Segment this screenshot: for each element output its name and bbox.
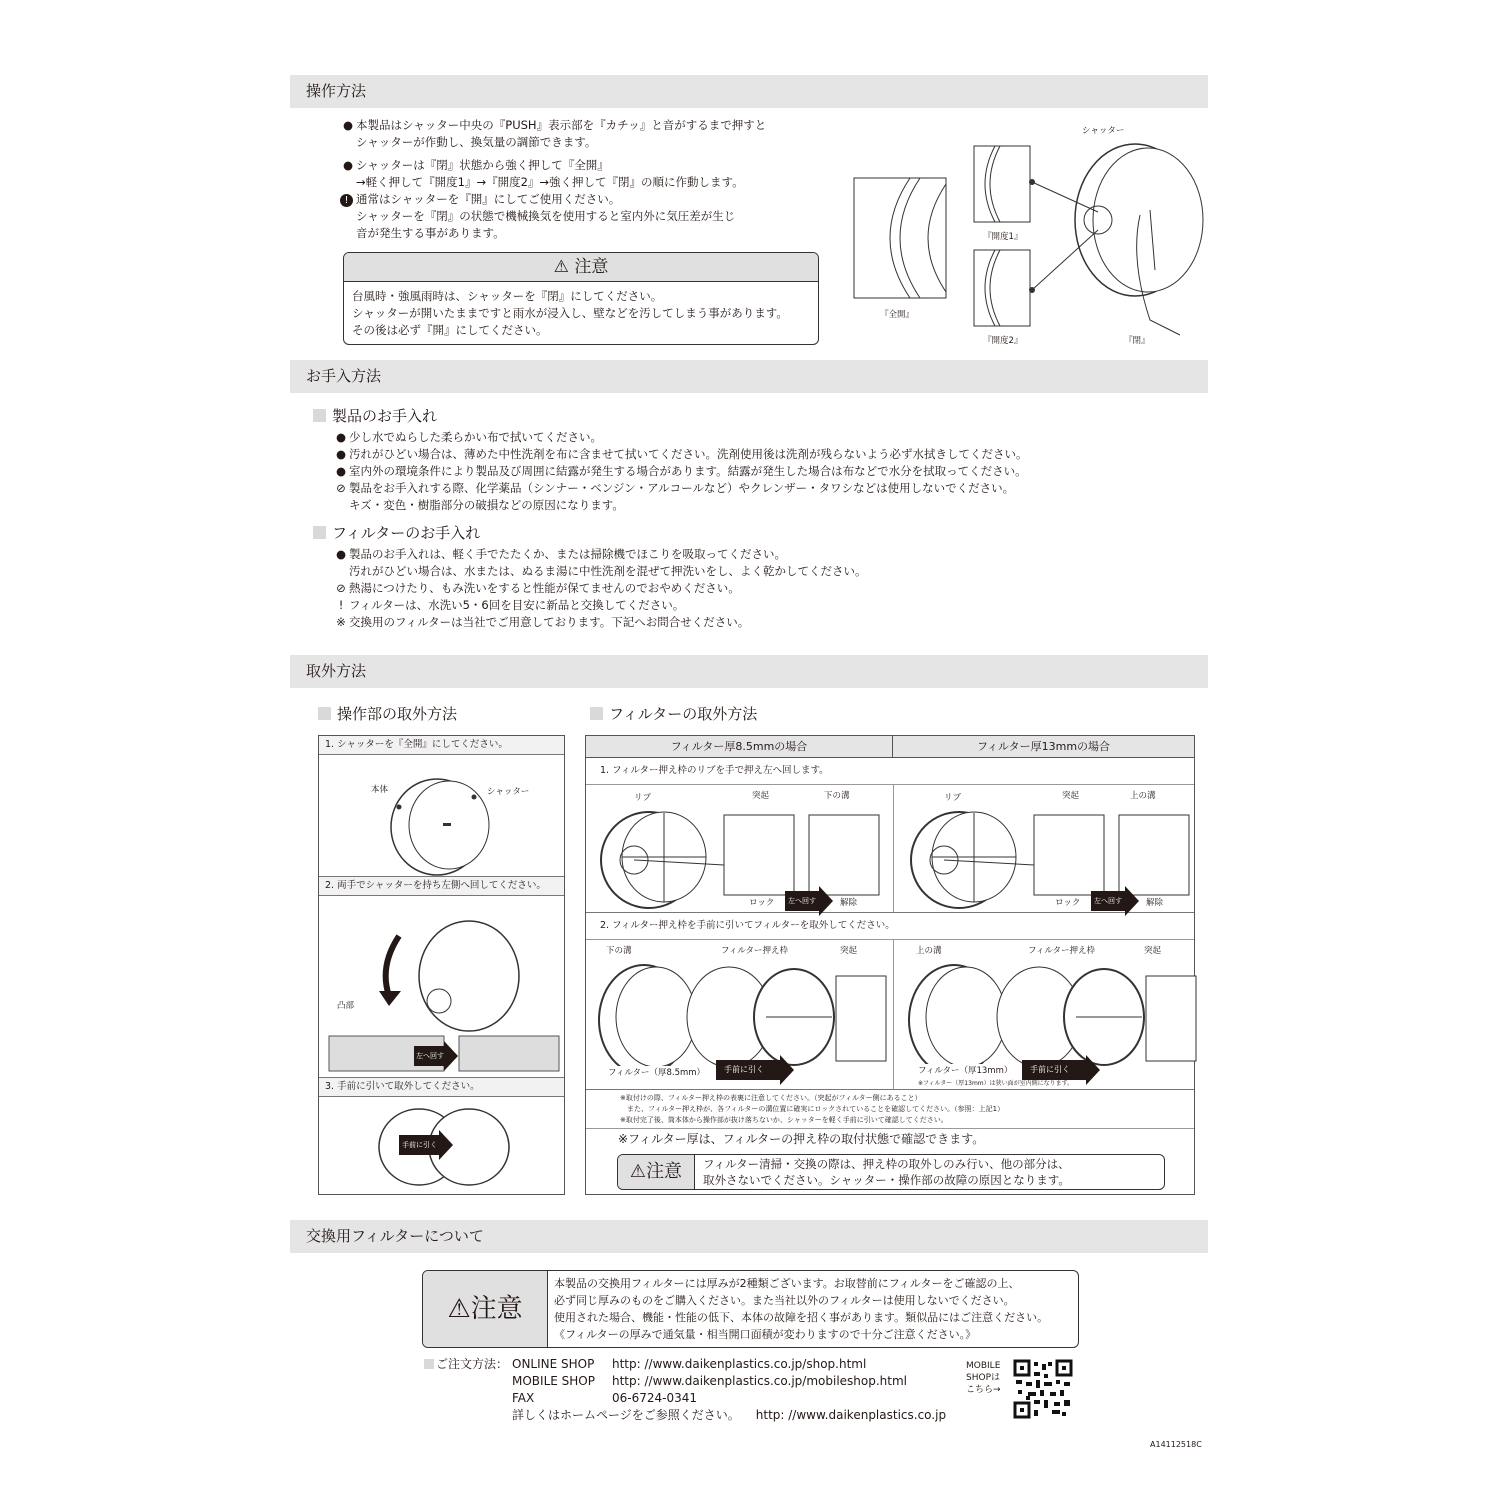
label-lock: ロック <box>749 898 775 908</box>
home-link[interactable]: http: //www.daikenplastics.co.jp <box>755 1408 947 1422</box>
text: MOBILE <box>966 1361 1001 1371</box>
text: その後は必ず『開』にしてください。 <box>352 323 548 337</box>
text: 交換用のフィルターは当社でご用意しております。下記へお問合せください。 <box>349 615 750 629</box>
text: 通常はシャッターを『開』にしてご使用ください。 <box>356 192 621 206</box>
note: ※取付けの際、フィルター押え枠の表裏に注意してください。（突起がフィルター側にあること） <box>620 1094 922 1102</box>
label-upper-groove: 上の溝 <box>1130 791 1156 801</box>
label-upper-groove: 上の溝 <box>916 946 942 956</box>
text: こちら→ <box>966 1385 1001 1395</box>
label-filter-frame: フィルター押え枠 <box>721 946 788 956</box>
bullet-icon: ● <box>342 118 354 132</box>
prohibited-icon: ⊘ <box>336 581 346 595</box>
label-bump: 凸部 <box>337 1001 355 1011</box>
thickness-note: ※フィルター厚は、フィルターの押え枠の取付状態で確認できます。 <box>618 1132 985 1146</box>
section-header-care: お手入方法 <box>290 360 1208 393</box>
text: フィルターは、水洗い5・6回を目安に新品と交換してください。 <box>349 598 685 612</box>
pull-arrow: 手前に引く <box>399 1135 439 1155</box>
text: 製品をお手入れする際、化学薬品（シンナー・ベンジン・アルコールなど）やクレンザー・タワシなどは使用しないでください。 <box>349 481 1015 495</box>
label-closed: 『閉』 <box>1124 336 1150 346</box>
step-3: 3. 手前に引いて取外してください。 <box>319 1078 564 1097</box>
warning-icon: ! <box>340 194 353 207</box>
text: 本製品の交換用フィルターには厚みが2種類ございます。お取替前にフィルターをご確認の上、 <box>554 1277 1020 1290</box>
note: また、フィルター押え枠が、各フィルターの溝位置に確実にロックされていることを確認してください。（参照：上記1） <box>620 1105 1005 1113</box>
section-header-replacement: 交換用フィルターについて <box>290 1220 1208 1253</box>
label-protrusion: 突起 <box>1144 946 1162 956</box>
order-method: FAX <box>512 1391 535 1405</box>
warning-triangle-icon: ⚠ <box>553 257 569 277</box>
qr-caption <box>966 1360 1001 1396</box>
text: フィルター清掃・交換の際は、押え枠の取外しのみ行い、他の部分は、 <box>703 1157 1070 1171</box>
text: →軽く押して『開度1』→『開度2』→強く押して『閉』の順に作動します。 <box>356 175 744 189</box>
qr-code-icon[interactable] <box>1014 1360 1072 1418</box>
filter-step-1: 1. フィルター押え枠のリブを手で押え左へ回します。 <box>586 758 1194 785</box>
subheading: 製品のお手入れ <box>332 407 438 425</box>
caution-title: 注意 <box>470 1294 523 1324</box>
text: 室内外の環境条件により製品及び周囲に結露が発生する場合があります。結露が発生した場合は布などで水分を拭取ってください。 <box>349 464 1027 478</box>
text: 音が発生する事があります。 <box>356 226 505 240</box>
caution-box-replacement <box>422 1270 1079 1348</box>
text: キズ・変色・樹脂部分の破損などの原因になります。 <box>349 498 624 512</box>
pull-arrow: 手前に引く <box>1022 1060 1086 1080</box>
label-shutter: シャッター <box>487 787 530 797</box>
note: ※取付完了後、筒本体から操作部が抜け落ちないか、シャッターを軽く手前に引いて確認してください。 <box>620 1116 948 1124</box>
bullet-icon: ● <box>335 547 347 561</box>
operation-instructions <box>340 117 766 242</box>
label-full-open: 『全開』 <box>880 310 915 320</box>
step-2: 2. 両手でシャッターを持ち左側へ回してください。 <box>319 877 564 896</box>
text: 取外さないでください。シャッター・操作部の故障の原因となります。 <box>703 1173 1070 1187</box>
text: 操作部の取外方法 <box>337 705 458 723</box>
caution-box-filter <box>617 1154 1165 1190</box>
prohibited-icon: ⊘ <box>336 481 346 495</box>
text: 熱湯につけたり、もみ洗いをすると性能が保てませんのでおやめください。 <box>349 581 740 595</box>
document-code: A14112518C <box>1150 1440 1202 1449</box>
label-filter-13mm: フィルター（厚13mm） <box>918 1066 1013 1076</box>
label-shutter: シャッター <box>1082 126 1125 136</box>
label-filter-frame: フィルター押え枠 <box>1028 946 1095 956</box>
caution-title: 注意 <box>646 1161 683 1182</box>
text: シャッターが開いたままですと雨水が浸入し、壁などを汚してしまう事があります。 <box>352 306 788 320</box>
label-lower-groove: 下の溝 <box>606 946 632 956</box>
text: シャッターが作動し、換気量の調節できます。 <box>356 135 597 149</box>
order-info <box>424 1356 946 1424</box>
note-icon: ※ <box>336 615 346 629</box>
caution-title: 注意 <box>574 257 609 277</box>
text: フィルターの取外方法 <box>609 705 758 723</box>
label-rib: リブ <box>944 793 962 803</box>
label-protrusion: 突起 <box>840 946 858 956</box>
label-body: 本体 <box>371 785 389 795</box>
column-header-8-5mm: フィルター厚8.5mmの場合 <box>586 736 893 757</box>
bullet-icon: ● <box>335 447 347 461</box>
caution-box-typhoon <box>343 252 819 345</box>
section-header-operation: 操作方法 <box>290 75 1208 108</box>
fax-number: 06-6724-0341 <box>612 1391 698 1405</box>
text: シャッターは『閉』状態から強く押して『全開』 <box>356 158 609 172</box>
warning-triangle-icon: ⚠ <box>447 1294 471 1324</box>
note-13mm: ※フィルター（厚13mm）は狭い面が室内側になります。 <box>918 1080 1074 1087</box>
bullet-icon: ● <box>335 464 347 478</box>
label-release: 解除 <box>840 898 858 908</box>
label-release: 解除 <box>1146 898 1164 908</box>
mobile-shop-link[interactable]: http: //www.daikenplastics.co.jp/mobileshop.html <box>612 1374 908 1388</box>
pull-arrow: 手前に引く <box>716 1060 780 1080</box>
warning-triangle-icon: ⚠ <box>629 1161 647 1182</box>
text: シャッターを『閉』の状態で機械換気を使用すると室内外に気圧差が生じ <box>356 209 736 223</box>
label-lower-groove: 下の溝 <box>824 791 850 801</box>
label-lock: ロック <box>1055 898 1081 908</box>
label-rib: リブ <box>634 793 652 803</box>
warning-icon: ! <box>338 598 344 612</box>
filter-removal-panel <box>585 735 1195 1195</box>
turn-left-arrow: 左へ回す <box>1091 891 1125 911</box>
order-label: ご注文方法： <box>436 1357 509 1371</box>
text: 必ず同じ厚みのものをご購入ください。また当社以外のフィルターは使用しないでください。 <box>554 1294 1015 1307</box>
turn-left-arrow: 左へ回す <box>414 1046 444 1066</box>
step-1: 1. シャッターを『全開』にしてください。 <box>319 736 564 755</box>
subheading-filter-removal <box>590 703 757 725</box>
label-open2: 『開度2』 <box>983 336 1023 346</box>
text: 《フィルターの厚みで通気量・相当開口面積が変わりますので十分ご注意ください。》 <box>554 1328 977 1341</box>
online-shop-link[interactable]: http: //www.daikenplastics.co.jp/shop.html <box>612 1357 867 1371</box>
text: SHOPは <box>966 1373 1000 1383</box>
text: 少し水でぬらした柔らかい布で拭いてください。 <box>349 430 602 444</box>
turn-left-arrow: 左へ回す <box>785 891 819 911</box>
text: 製品のお手入れは、軽く手でたたくか、または掃除機でほこりを吸取ってください。 <box>349 547 786 561</box>
product-care <box>313 405 1028 631</box>
column-header-13mm: フィルター厚13mmの場合 <box>976 740 1111 753</box>
label-protrusion: 突起 <box>1062 791 1080 801</box>
text: 台風時・強風雨時は、シャッターを『閉』にしてください。 <box>352 289 663 303</box>
text: 汚れがひどい場合は、水または、ぬるま湯に中性洗剤を混ぜて押洗いをし、よく乾かしてください。 <box>349 564 867 578</box>
subheading-control-removal <box>318 703 457 725</box>
bullet-icon: ● <box>342 158 354 172</box>
text: 本製品はシャッター中央の『PUSH』表示部を『カチッ』と音がするまで押すと <box>356 118 767 132</box>
label-open1: 『開度1』 <box>983 232 1023 242</box>
bullet-icon: ● <box>335 430 347 444</box>
subheading: フィルターのお手入れ <box>332 524 481 542</box>
label-filter-8-5mm: フィルター（厚8.5mm） <box>608 1068 706 1078</box>
order-method: MOBILE SHOP <box>512 1374 595 1388</box>
control-removal-panel <box>318 735 565 1195</box>
text: 汚れがひどい場合は、薄めた中性洗剤を布に含ませて拭いてください。洗剤使用後は洗剤が残らないよう必ず水拭きしてください。 <box>349 447 1028 461</box>
section-header-removal: 取外方法 <box>290 655 1208 688</box>
text: 使用された場合、機能・性能の低下、本体の故障を招く事があります。類似品にはご注意ください。 <box>554 1311 1049 1324</box>
details-text: 詳しくはホームページをご参照ください。 <box>512 1408 740 1422</box>
order-method: ONLINE SHOP <box>512 1357 595 1371</box>
filter-step-2: 2. フィルター押え枠を手前に引いてフィルターを取外してください。 <box>586 913 1194 940</box>
label-protrusion: 突起 <box>752 791 770 801</box>
